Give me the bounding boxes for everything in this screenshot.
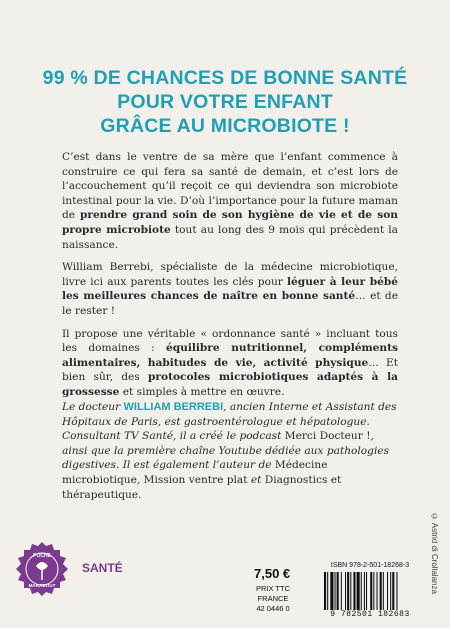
collection-label: SANTÉ	[82, 561, 123, 575]
isbn: ISBN 978-2-501-18268-3	[330, 562, 410, 569]
barcode-bar	[350, 572, 351, 610]
barcode-bar	[327, 572, 328, 610]
price-note	[245, 584, 301, 614]
text: , ainsi que la première chaîne Youtube dédiée aux pathologies digestives. Il est également l’auteur de	[62, 430, 390, 472]
barcode-bar	[366, 572, 367, 610]
photo-credit: © Astrid di Crollalanza	[430, 512, 439, 594]
book-title: Mission ventre plat	[143, 473, 248, 486]
blurb	[62, 150, 398, 408]
barcode-bar	[364, 572, 365, 610]
price-note-line-2: 42 0446 0	[256, 604, 290, 613]
barcode-bar	[373, 572, 374, 610]
price: 7,50 €	[254, 566, 291, 581]
text: , ancien Interne et Assistant des Hôpitaux de Paris, est gastroentérologue et hépatologue. Consultant TV Santé, il a créé le podcast	[62, 401, 397, 443]
text: William Berrebi, spécialiste de la médecine microbiotique, livre ici aux parents toutes les clés pour	[62, 261, 398, 288]
text: .	[138, 488, 142, 501]
text: ,	[136, 473, 144, 486]
badge-top-text: POCHE	[33, 553, 51, 559]
emphasis: protocoles microbiotiques adaptés à la grossesse	[62, 371, 398, 398]
barcode	[324, 572, 416, 610]
author-name: WILLIAM BERREBI	[123, 401, 224, 413]
barcode-bar	[377, 572, 378, 610]
price-note-line-1: PRIX TTC FRANCE	[255, 584, 291, 603]
barcode-bar	[370, 572, 372, 610]
barcode-bar	[330, 572, 333, 610]
barcode-bar	[361, 572, 362, 610]
barcode-bar	[353, 572, 355, 610]
podcast-title: Merci Docteur !	[284, 430, 371, 443]
barcode-bar	[357, 572, 360, 610]
text: et	[247, 473, 265, 486]
headline-line-1: 99 % DE CHANCES DE BONNE SANTÉ	[42, 67, 408, 89]
text: … et de le rester !	[62, 290, 398, 317]
barcode-bar	[341, 572, 342, 610]
emphasis: léguer à leur bébé les meilleures chances de naître en bonne santé	[62, 275, 398, 303]
text: C’est dans le ventre de sa mère que l’enfant commence à construire ce qui fera sa santé de demain, et c’est lors de l’accouchement qu’il reçoit ce qui deviendra son microbiote intestinal pour la vie. D’où l’importance pour la future maman de	[62, 151, 398, 222]
emphasis: prendre grand soin de son hygiène de vie et de son propre microbiote	[62, 209, 398, 236]
barcode-bar	[380, 572, 382, 610]
author-bio	[62, 400, 402, 502]
blurb-paragraph-2	[62, 260, 398, 318]
poche-marabout-logo	[16, 540, 68, 602]
blurb-paragraph-3	[62, 327, 398, 400]
blurb-paragraph-1	[62, 150, 398, 252]
headline-line-3: GRÂCE AU MICROBIOTE !	[100, 115, 350, 137]
text: tout au long des 9 mois qui précèdent la naissance.	[62, 223, 399, 251]
barcode-bar	[337, 572, 339, 610]
barcode-bar	[347, 572, 349, 610]
barcode-bar	[324, 572, 326, 610]
badge-bottom-text: MARABOUT	[28, 583, 56, 588]
barcode-bar	[396, 572, 397, 610]
book-title: Médecine microbiotique	[62, 459, 328, 486]
barcode-block	[320, 562, 420, 620]
barcode-bar	[390, 572, 391, 610]
barcode-bar	[335, 572, 336, 610]
barcode-bar	[345, 572, 346, 610]
text: Il propose une véritable « ordonnance santé » incluant tous les domaines :	[62, 327, 398, 355]
text: … Et bien sûr, des	[62, 356, 398, 384]
text: et simples à mettre en œuvre.	[119, 385, 285, 398]
headline	[0, 66, 450, 138]
barcode-number: 9 782501 182683	[330, 610, 410, 619]
book-title: Diagnostics et thérapeutique	[62, 473, 342, 501]
text: Le docteur	[62, 401, 124, 413]
barcode-bar	[392, 572, 394, 610]
barcode-bar	[387, 572, 388, 610]
emphasis: équilibre nutritionnel, compléments alimentaires, habitudes de vie, activité physique	[62, 342, 398, 369]
barcode-bar	[383, 572, 384, 610]
headline-line-2: POUR VOTRE ENFANT	[117, 91, 333, 113]
